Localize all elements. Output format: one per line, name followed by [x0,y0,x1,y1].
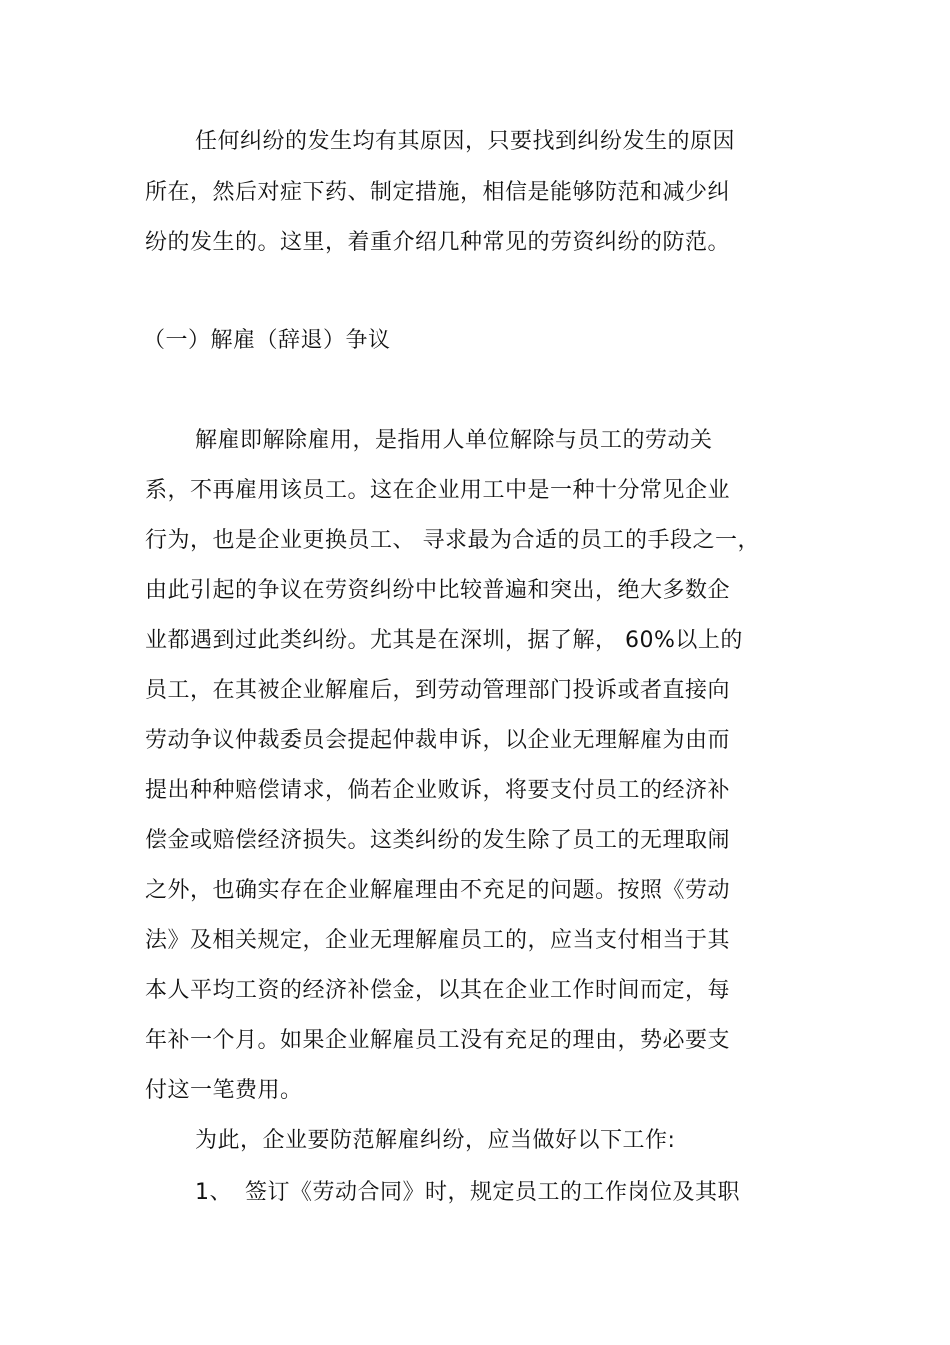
paragraph-2-line-10: 之外，也确实存在企业解雇理由不充足的问题。按照《劳动 [145,878,731,903]
paragraph-2-line-12: 本人平均工资的经济补偿金，以其在企业工作时间而定，每 [145,978,731,1003]
paragraph-2-line-8: 提出种种赔偿请求，倘若企业败诉，将要支付员工的经济补 [145,778,731,803]
paragraph-2-line-4: 由此引起的争议在劳资纠纷中比较普遍和突出，绝大多数企 [145,578,731,603]
list-item-1-number: 1、 [195,1180,232,1205]
paragraph-2-line-14: 付这一笔费用。 [145,1078,303,1103]
paragraph-2-line-6: 员工，在其被企业解雇后，到劳动管理部门投诉或者直接向 [145,678,731,703]
section-heading: （一）解雇（辞退）争议 [143,328,391,353]
list-item-1-text: 签订《劳动合同》时，规定员工的工作岗位及其职 [245,1180,741,1205]
paragraph-1-line-1: 任何纠纷的发生均有其原因，只要找到纠纷发生的原因 [195,129,736,154]
paragraph-2-line-13: 年补一个月。如果企业解雇员工没有充足的理由，势必要支 [145,1028,731,1053]
paragraph-1-line-2: 所在，然后对症下药、制定措施，相信是能够防范和减少纠 [145,180,731,205]
paragraph-2-line-3: 行为，也是企业更换员工、 寻求最为合适的员工的手段之一， [145,528,760,553]
paragraph-2-line-5: 业都遇到过此类纠纷。尤其是在深圳，据了解， 60%以上的 [145,628,743,653]
paragraph-2-line-11: 法》及相关规定，企业无理解雇员工的，应当支付相当于其 [145,928,731,953]
paragraph-2-line-7: 劳动争议仲裁委员会提起仲裁申诉，以企业无理解雇为由而 [145,728,731,753]
list-item-1 [195,1178,740,1208]
paragraph-2-line-9: 偿金或赔偿经济损失。这类纠纷的发生除了员工的无理取闹 [145,828,731,853]
paragraph-1-line-3: 纷的发生的。这里，着重介绍几种常见的劳资纠纷的防范。 [145,230,731,255]
paragraph-3: 为此，企业要防范解雇纠纷，应当做好以下工作: [195,1128,676,1153]
paragraph-2-line-2: 系，不再雇用该员工。这在企业用工中是一种十分常见企业 [145,478,731,503]
paragraph-2-line-1: 解雇即解除雇用，是指用人单位解除与员工的劳动关 [195,428,713,453]
